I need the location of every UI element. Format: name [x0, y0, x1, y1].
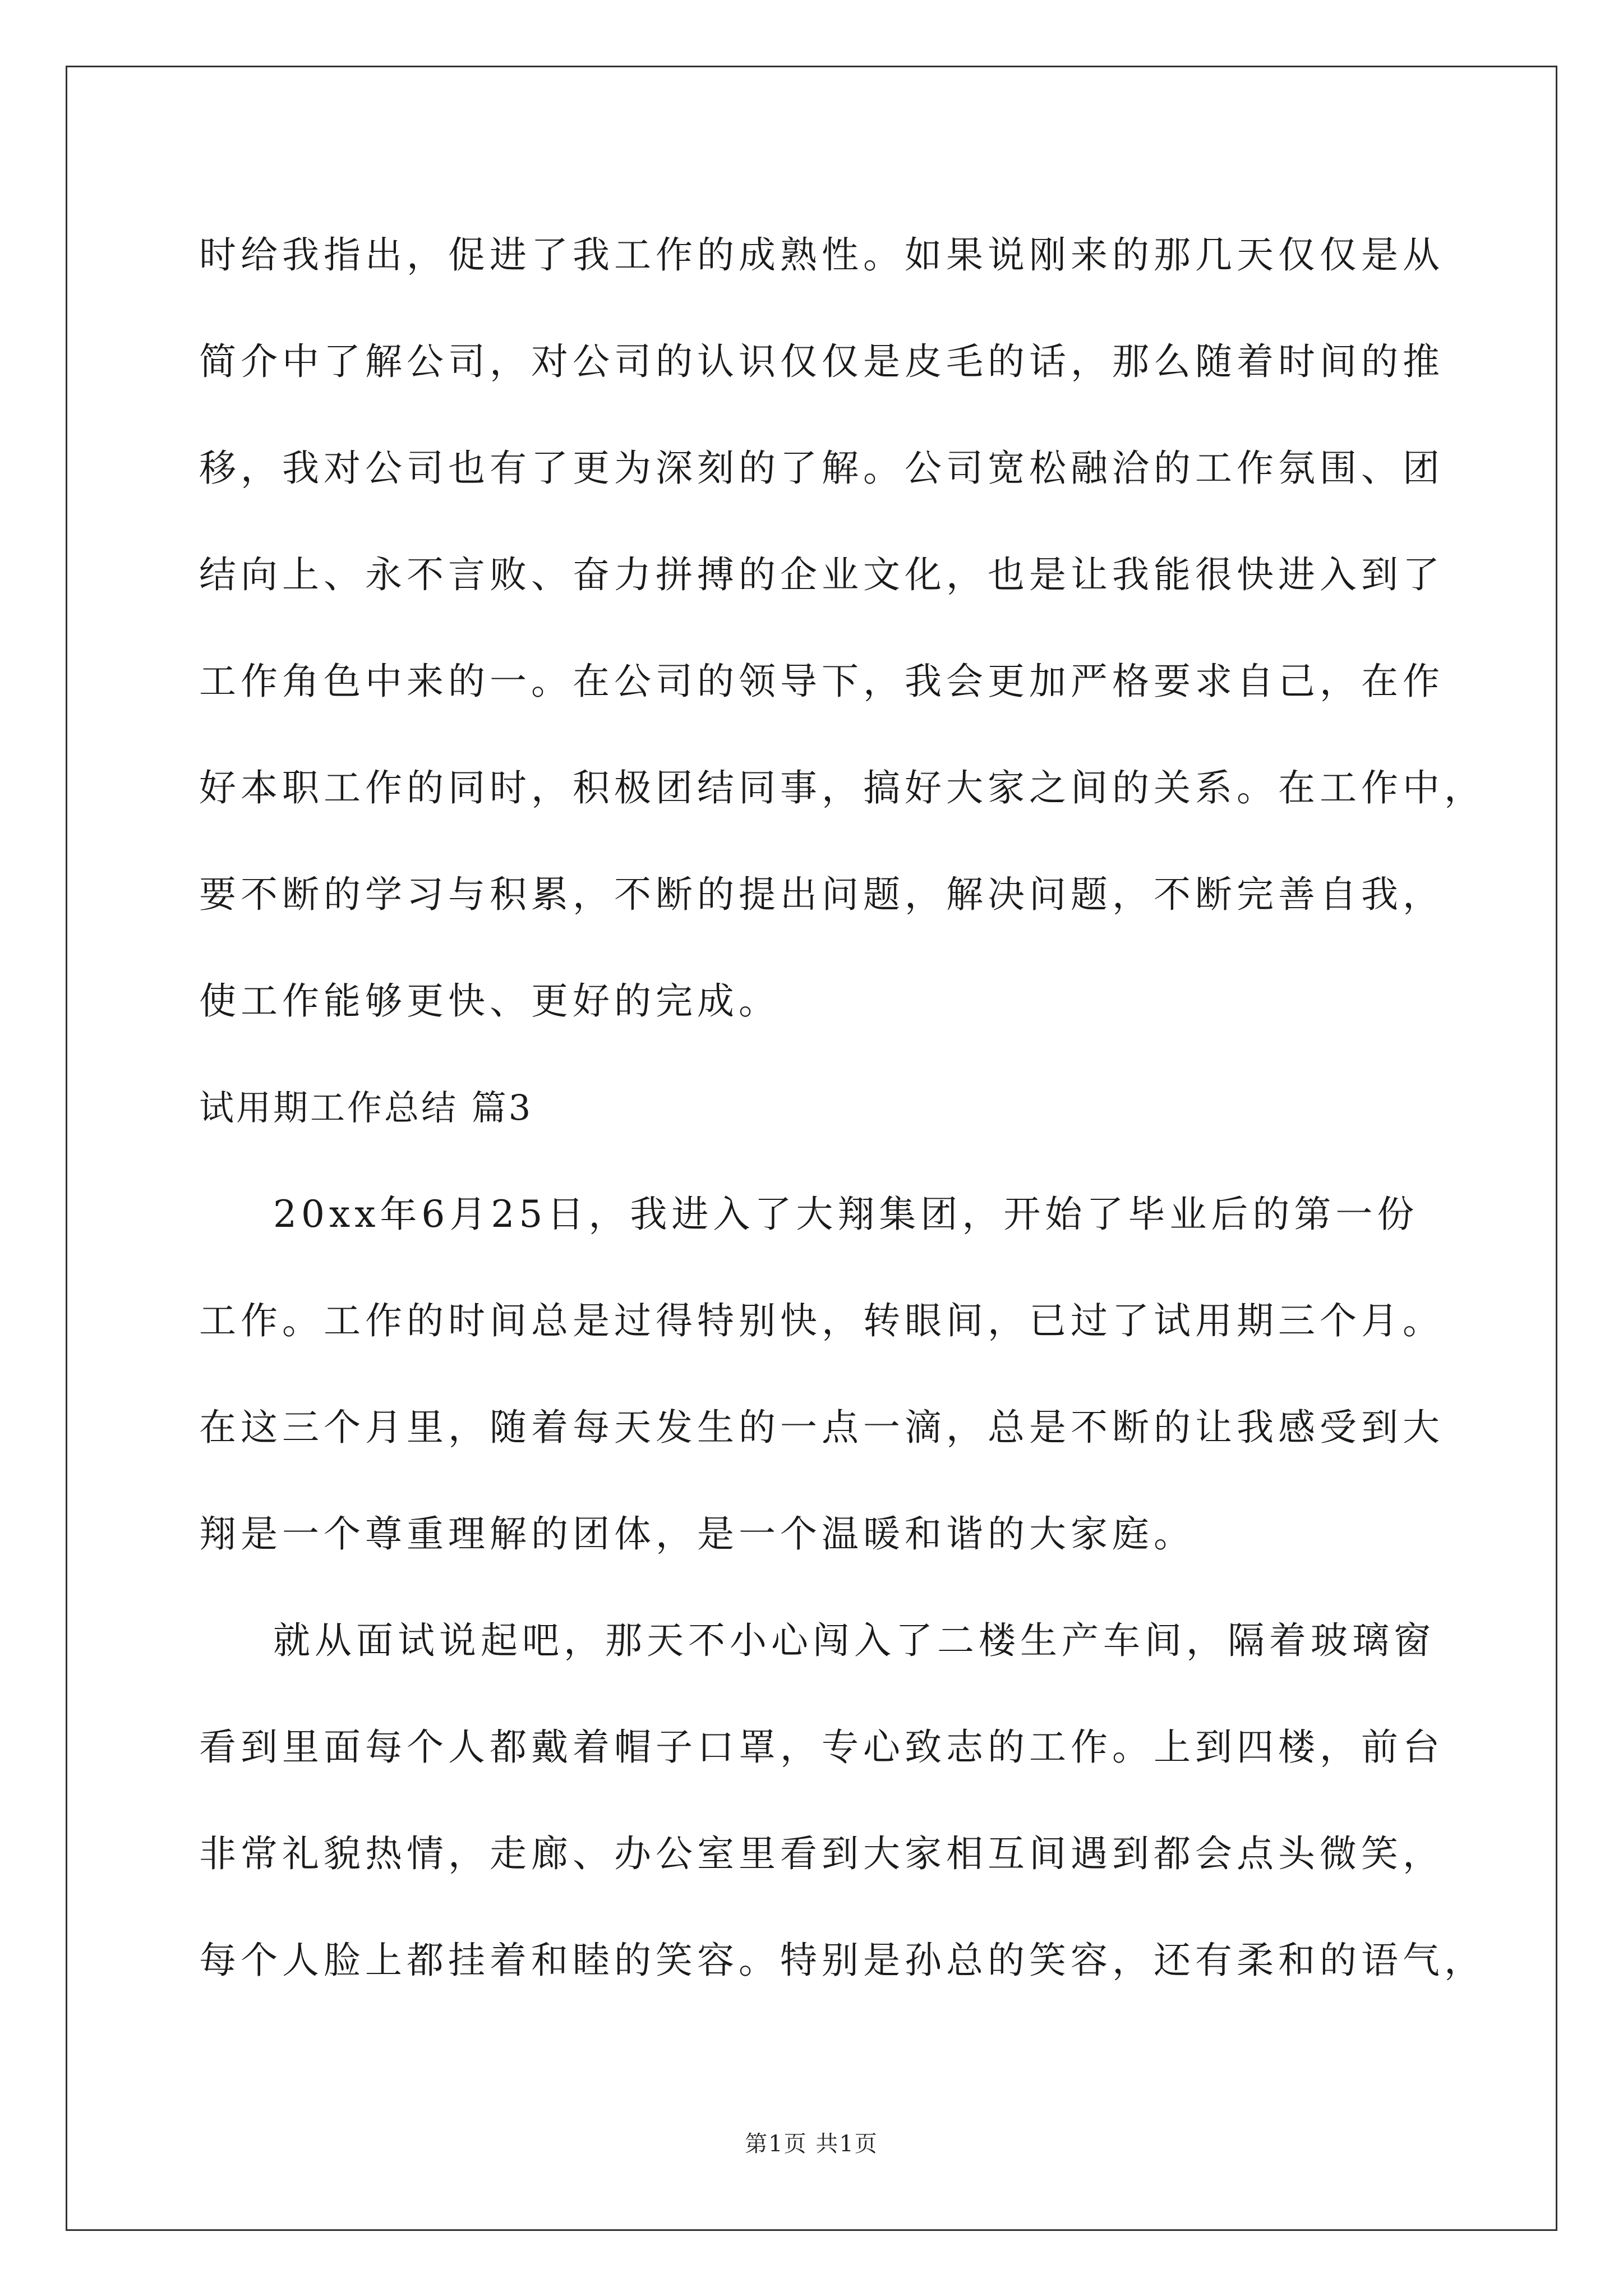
- text-line: 在这三个月里，随着每天发生的一点一滴，总是不断的让我感受到大: [199, 1406, 1444, 1449]
- section-heading: 试用期工作总结 篇3: [199, 1087, 533, 1128]
- text-line: 简介中了解公司，对公司的认识仅仅是皮毛的话，那么随着时间的推: [199, 340, 1444, 383]
- text-line: 使工作能够更快、更好的完成。: [199, 979, 780, 1023]
- text-line: 看到里面每个人都戴着帽子口罩，专心致志的工作。上到四楼，前台: [199, 1726, 1444, 1769]
- text-line: 工作角色中来的一。在公司的领导下，我会更加严格要求自己，在作: [199, 660, 1444, 703]
- text-line: 翔是一个尊重理解的团体，是一个温暖和谐的大家庭。: [199, 1512, 1195, 1556]
- text-line: 结向上、永不言败、奋力拼搏的企业文化，也是让我能很快进入到了: [199, 553, 1444, 596]
- text-line: 移，我对公司也有了更为深刻的了解。公司宽松融洽的工作氛围、团: [199, 447, 1444, 490]
- text-line: 好本职工作的同时，积极团结同事，搞好大家之间的关系。在工作中，: [199, 766, 1486, 809]
- text-line: 要不断的学习与积累，不断的提出问题，解决问题，不断完善自我，: [199, 873, 1444, 916]
- text-line: 时给我指出，促进了我工作的成熟性。如果说刚来的那几天仅仅是从: [199, 233, 1444, 277]
- text-line: 非常礼貌热情，走廊、办公室里看到大家相互间遇到都会点头微笑，: [199, 1832, 1444, 1875]
- text-line: 20xx年6月25日，我进入了大翔集团，开始了毕业后的第一份: [273, 1193, 1419, 1236]
- text-line: 就从面试说起吧，那天不小心闯入了二楼生产车间，隔着玻璃窗: [273, 1619, 1435, 1662]
- text-line: 每个人脸上都挂着和睦的笑容。特别是孙总的笑容，还有柔和的语气，: [199, 1939, 1486, 1982]
- document-body: [199, 213, 1486, 2025]
- page-footer: 第1页 共1页: [745, 2131, 878, 2157]
- text-line: 工作。工作的时间总是过得特别快，转眼间，已过了试用期三个月。: [199, 1299, 1444, 1342]
